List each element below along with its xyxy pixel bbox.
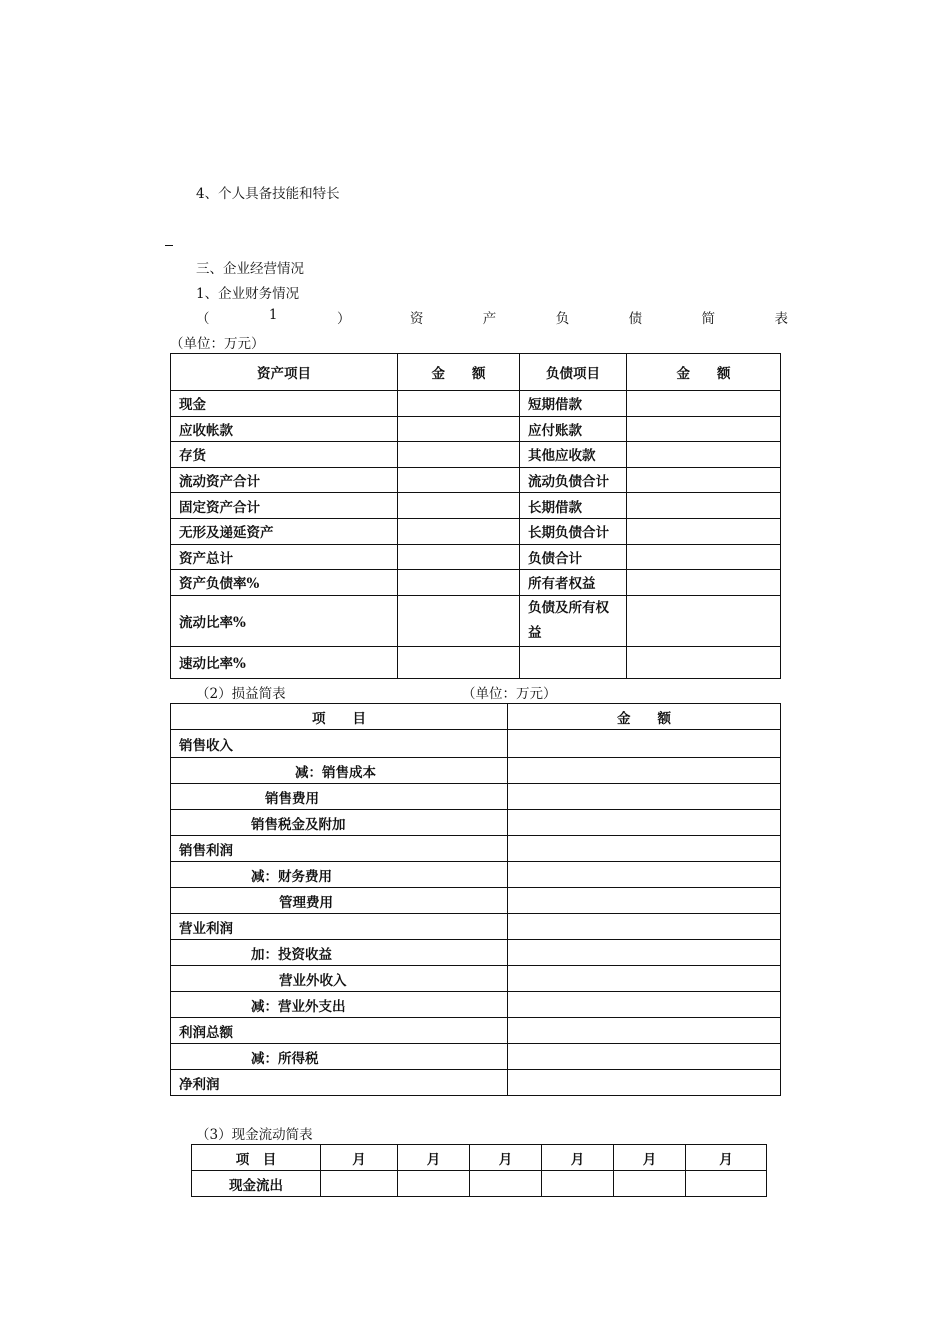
section3-heading: 三、企业经营情况 [196,261,304,277]
header-cell: 金 额 [627,354,781,391]
table-row [171,595,781,646]
amount-cell[interactable] [627,416,781,442]
asset-label: 流动资产合计 [171,467,398,493]
amount-cell[interactable] [398,646,520,678]
table-header-row [192,1145,767,1171]
amount-cell[interactable] [508,940,781,966]
amount-cell[interactable] [614,1171,686,1197]
item-label: 营业外收入 [171,966,508,992]
amount-cell[interactable] [627,595,781,646]
amount-cell[interactable] [508,914,781,940]
table-row [171,784,781,810]
header-cell: 负债项目 [520,354,627,391]
month-header: 月 [321,1145,398,1171]
month-header: 月 [398,1145,470,1171]
amount-cell[interactable] [508,836,781,862]
amount-cell[interactable] [627,646,781,678]
header-cell: 金 额 [508,704,781,730]
table-row [171,992,781,1018]
amount-cell[interactable] [398,391,520,417]
amount-cell[interactable] [470,1171,542,1197]
balance-sheet-table [170,353,781,679]
item-label: 营业利润 [171,914,508,940]
item-label: 加：投资收益 [171,940,508,966]
item-label: 销售利润 [171,836,508,862]
table-row [171,730,781,758]
amount-cell[interactable] [508,730,781,758]
header-cell: 项 目 [192,1145,321,1171]
table-row [171,836,781,862]
liability-label [520,646,627,678]
asset-label: 资产总计 [171,544,398,570]
item-label: 减：销售成本 [171,758,508,784]
amount-cell[interactable] [398,493,520,519]
amount-cell[interactable] [508,966,781,992]
title-char: 表 [774,311,788,327]
amount-cell[interactable] [686,1171,767,1197]
amount-cell[interactable] [508,862,781,888]
title-char: 负 [555,311,570,327]
table-header-row [171,354,781,391]
item-label: 利润总额 [171,1018,508,1044]
table-row [171,862,781,888]
income-title: （2）损益简表 [196,686,286,702]
title-char: 资 [409,311,424,327]
table-row [171,1018,781,1044]
amount-cell[interactable] [508,810,781,836]
amount-cell[interactable] [398,1171,470,1197]
table-row [171,493,781,519]
table-row [171,758,781,784]
table-row [171,810,781,836]
month-header: 月 [542,1145,614,1171]
amount-cell[interactable] [508,1070,781,1096]
amount-cell[interactable] [542,1171,614,1197]
table-row [171,940,781,966]
liability-label: 应付账款 [520,416,627,442]
table-row [171,1070,781,1096]
item-label: 净利润 [171,1070,508,1096]
table-row [171,544,781,570]
amount-cell[interactable] [398,518,520,544]
liability-label: 长期负债合计 [520,518,627,544]
liability-label: 短期借款 [520,391,627,417]
asset-label: 固定资产合计 [171,493,398,519]
table-row [171,391,781,417]
amount-cell[interactable] [508,784,781,810]
title-char: 1 [268,307,278,323]
dash-mark [165,245,173,246]
amount-cell[interactable] [627,544,781,570]
table-row [171,467,781,493]
table-row [171,888,781,914]
balance-unit: （单位：万元） [170,336,265,352]
amount-cell[interactable] [508,888,781,914]
title-char: 简 [701,311,716,327]
amount-cell[interactable] [508,758,781,784]
table-row [171,442,781,468]
month-header: 月 [614,1145,686,1171]
header-cell: 项 目 [171,704,508,730]
table-row [171,1044,781,1070]
amount-cell[interactable] [627,442,781,468]
amount-cell[interactable] [627,518,781,544]
table-row [192,1171,767,1197]
table-row [171,914,781,940]
amount-cell[interactable] [508,992,781,1018]
table-row [171,570,781,596]
cash-flow-table [191,1144,767,1197]
table-row [171,416,781,442]
item-label: 销售税金及附加 [171,810,508,836]
amount-cell[interactable] [398,570,520,596]
cash-flow-title: （3）现金流动简表 [196,1127,313,1143]
income-statement-table [170,703,781,1096]
asset-label: 资产负债率% [171,570,398,596]
amount-cell[interactable] [627,391,781,417]
asset-label: 无形及递延资产 [171,518,398,544]
liability-label: 负债合计 [520,544,627,570]
balance-sheet-title [196,307,788,327]
table-row [171,646,781,678]
header-cell: 金 额 [398,354,520,391]
asset-label: 应收帐款 [171,416,398,442]
table-row [171,966,781,992]
amount-cell[interactable] [508,1044,781,1070]
item-label: 销售费用 [171,784,508,810]
table-header-row [171,704,781,730]
amount-cell[interactable] [398,416,520,442]
liability-label: 其他应收款 [520,442,627,468]
item-label: 现金流出 [192,1171,321,1197]
asset-label: 存货 [171,442,398,468]
finance-heading: 1、企业财务情况 [196,286,300,302]
section4-heading: 4、个人具备技能和特长 [196,186,340,202]
asset-label: 现金 [171,391,398,417]
asset-label: 速动比率% [171,646,398,678]
month-header: 月 [470,1145,542,1171]
table-row [171,518,781,544]
asset-label: 流动比率% [171,595,398,646]
item-label: 减：所得税 [171,1044,508,1070]
amount-cell[interactable] [627,570,781,596]
liability-label: 长期借款 [520,493,627,519]
liability-label: 流动负债合计 [520,467,627,493]
amount-cell[interactable] [398,467,520,493]
header-cell: 资产项目 [171,354,398,391]
title-char: 产 [482,311,497,327]
amount-cell[interactable] [398,442,520,468]
liability-label: 负债及所有权益 [520,595,627,646]
title-char: ） [336,311,351,327]
item-label: 管理费用 [171,888,508,914]
month-header: 月 [686,1145,767,1171]
amount-cell[interactable] [321,1171,398,1197]
item-label: 销售收入 [171,730,508,758]
amount-cell[interactable] [398,595,520,646]
liability-label: 所有者权益 [520,570,627,596]
item-label: 减：营业外支出 [171,992,508,1018]
amount-cell[interactable] [627,467,781,493]
amount-cell[interactable] [508,1018,781,1044]
title-char: 债 [628,311,643,327]
amount-cell[interactable] [627,493,781,519]
amount-cell[interactable] [398,544,520,570]
income-unit: （单位：万元） [462,686,557,702]
title-char: （ [196,311,210,327]
item-label: 减：财务费用 [171,862,508,888]
